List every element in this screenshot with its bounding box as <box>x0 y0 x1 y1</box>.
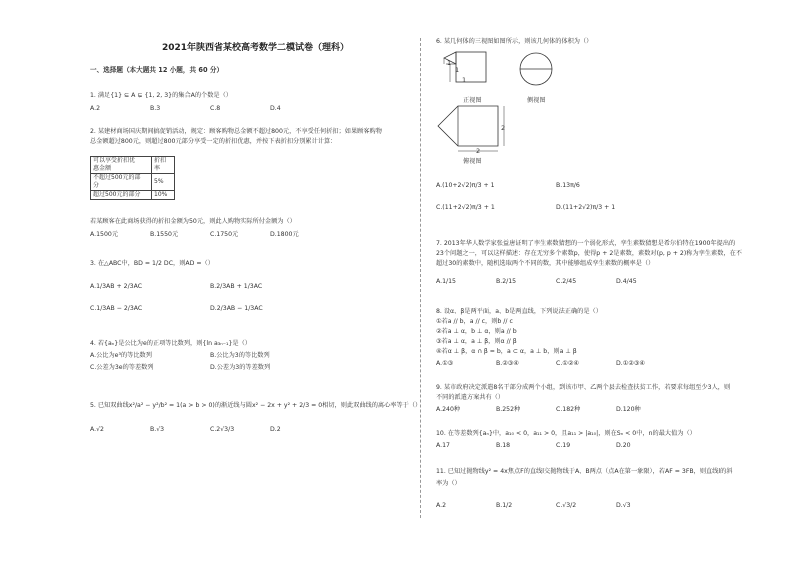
q7-option-b: B.2/15 <box>496 278 517 285</box>
q5-stem: 5. 已知双曲线x²/a² − y²/b² = 1(a > b > 0)的渐近线与圆x² − 2x + y² + 2/3 = 0相切，则此双曲线的离心率等于（） <box>90 402 422 409</box>
q9-option-c: C.182种 <box>556 406 581 413</box>
q4-option-b: B.公比为3的等比数列 <box>210 352 270 359</box>
q6-stem: 6. 某几何体的三视图如图所示，则该几何体的体积为（） <box>436 38 593 45</box>
table-cell: 超过500元的部分 <box>91 191 152 200</box>
q7-stem-line2: 23个问题之一，可以这样描述：存在无穷多个素数p，使得p + 2是素数，素数对(p, p + 2)称为孪生素数，在不 <box>436 250 742 257</box>
side-view-label: 侧视图 <box>527 97 546 104</box>
q6-option-c: C.(11+2√2)π/3 + 1 <box>436 204 495 211</box>
q4-option-a: A.公比为e³的等比数列 <box>90 352 152 359</box>
q8-statement: ①若a // b，a // c，则b // c <box>436 318 513 325</box>
q8-statement: ④若α ⊥ β，α ∩ β = b，a ⊂ α，a ⊥ b，则a ⊥ β <box>436 348 577 355</box>
q8-option-d: D.①②③④ <box>616 360 645 367</box>
side-view-diagram <box>516 50 556 90</box>
q3-option-d: D.2/3AB − 1/3AC <box>210 305 263 312</box>
q1-option-b: B.3 <box>150 105 161 112</box>
q9-stem-line2: 不同的派遣方案共有（） <box>436 394 505 401</box>
q3-option-b: B.2/3AB + 1/3AC <box>210 283 263 290</box>
table-row <box>91 174 175 191</box>
table-header-cell: 可以享受折扣优 惠金额 <box>91 157 152 174</box>
q6-option-b: B.13π/6 <box>556 182 580 189</box>
q1-option-c: C.8 <box>210 105 221 112</box>
q5-option-a: A.√2 <box>90 426 104 433</box>
table-cell: 不超过500元的部 分 <box>91 174 152 191</box>
table-cell: 10% <box>152 191 175 200</box>
top-view-label: 俯视图 <box>463 158 482 165</box>
q9-stem-line1: 9. 某市政府决定派遣8名干部分成两个小组，到该市甲、乙两个县去检查扶贫工作，若要求每组至少3人，则 <box>436 384 731 391</box>
q10-option-b: B.18 <box>496 442 511 449</box>
q2-option-b: B.1550元 <box>150 231 179 238</box>
q7-option-c: C.2/45 <box>556 278 577 285</box>
q11-option-a: A.2 <box>436 502 447 509</box>
q8-option-c: C.①②④ <box>556 360 579 367</box>
q2-option-a: A.1500元 <box>90 231 119 238</box>
q3-option-a: A.1/3AB + 2/3AC <box>90 283 143 290</box>
q7-option-d: D.4/45 <box>616 278 637 285</box>
front-view-diagram <box>436 50 506 100</box>
q11-stem-line1: 11. 已知过抛物线y² = 4x焦点F的直线l交抛物线于A、B两点（点A在第一象限），若AF = 3FB，则直线l的斜 <box>436 468 733 475</box>
q2-stem-line2: 总金额超过800元，则超过800元部分享受一定的折扣优惠，并按下表折扣分别累计计算： <box>90 138 337 145</box>
table-row <box>91 191 175 200</box>
q4-option-c: C.公差为3e的等差数列 <box>90 364 154 371</box>
q1-stem: 1. 满足{1} ⊆ A ⊊ {1, 2, 3}的集合A的个数是（） <box>90 92 232 99</box>
q5-option-c: C.2√3/3 <box>210 426 235 433</box>
q3-option-c: C.1/3AB − 2/3AC <box>90 305 143 312</box>
q6-option-a: A.(10+2√2)π/3 + 1 <box>436 182 495 189</box>
q9-option-d: D.120种 <box>616 406 641 413</box>
front-view-label: 正视图 <box>463 97 482 104</box>
q7-stem-line1: 7. 2013年华人数学家张益唐证明了孪生素数猜想的一个弱化形式，孪生素数猜想是希尔伯特在1900年提出的 <box>436 240 736 247</box>
q8-statement: ③若a ⊥ α，a ⊥ β，则α // β <box>436 338 517 345</box>
dimension-label: 1 <box>447 59 452 67</box>
q4-stem: 4. 若{aₙ}是公比为e的正项等比数列，则{ln a₃ₙ₋₁}是（） <box>90 340 251 347</box>
table-header-cell: 折扣 率 <box>152 157 175 174</box>
q1-option-d: D.4 <box>270 105 281 112</box>
q2-stem-line1: 2. 某建材商场国庆期间搞促销活动，规定：顾客购物总金额不超过800元，不享受任何折扣；如果顾客购物 <box>90 128 382 135</box>
q2-followup: 若某顾客在此商场获得的折扣金额为50元，则此人购物实际所付金额为（） <box>90 218 296 225</box>
q11-stem-line2: 率为（） <box>436 480 461 487</box>
top-view-diagram <box>436 104 511 159</box>
dimension-label: 2 <box>501 124 506 132</box>
q4-option-d: D.公差为3的等差数列 <box>210 364 271 371</box>
q10-option-a: A.17 <box>436 442 450 449</box>
q2-option-c: C.1750元 <box>210 231 239 238</box>
q3-stem: 3. 在△ABC中，BD = 1/2 DC，则AD =（） <box>90 260 214 267</box>
q9-option-b: B.252种 <box>496 406 521 413</box>
q8-option-a: A.①③ <box>436 360 454 367</box>
dimension-label: 1 <box>455 66 460 74</box>
dimension-label: 2 <box>476 147 481 155</box>
table-row <box>91 157 175 174</box>
q9-option-a: A.240种 <box>436 406 461 413</box>
table-cell: 5% <box>152 174 175 191</box>
q11-option-c: C.√3/2 <box>556 502 577 509</box>
q6-option-d: D.(11+2√2)π/3 + 1 <box>556 204 616 211</box>
q5-option-d: D.2 <box>270 426 281 433</box>
page-title: 2021年陕西省某校高考数学二模试卷（理科） <box>162 43 350 53</box>
discount-table <box>90 156 175 200</box>
q10-option-d: D.20 <box>616 442 631 449</box>
q11-option-b: B.1/2 <box>496 502 513 509</box>
q5-option-b: B.√3 <box>150 426 165 433</box>
q8-stem: 8. 设α、β是两平面，a、b是两直线，下列说法正确的是（） <box>436 308 602 315</box>
q2-option-d: D.1800元 <box>270 231 299 238</box>
q7-stem-line3: 超过30的素数中，随机选取两个不同的数，其中能够组成孪生素数的概率是（） <box>436 260 655 267</box>
column-divider <box>420 38 421 518</box>
q11-option-d: D.√3 <box>616 502 631 509</box>
q10-stem: 10. 在等差数列{aₙ}中，a₁₀ < 0，a₁₁ > 0，且a₁₁ > |a₁₀|，则在Sₙ < 0中，n的最大值为（） <box>436 430 696 437</box>
q8-option-b: B.②③④ <box>496 360 519 367</box>
q8-statement: ②若a ⊥ α，b ⊥ α，则a // b <box>436 328 517 335</box>
q7-option-a: A.1/15 <box>436 278 456 285</box>
q1-option-a: A.2 <box>90 105 101 112</box>
q10-option-c: C.19 <box>556 442 571 449</box>
section-heading: 一、选择题（本大题共 12 小题，共 60 分） <box>90 66 224 74</box>
dimension-label: 1 <box>462 76 467 84</box>
